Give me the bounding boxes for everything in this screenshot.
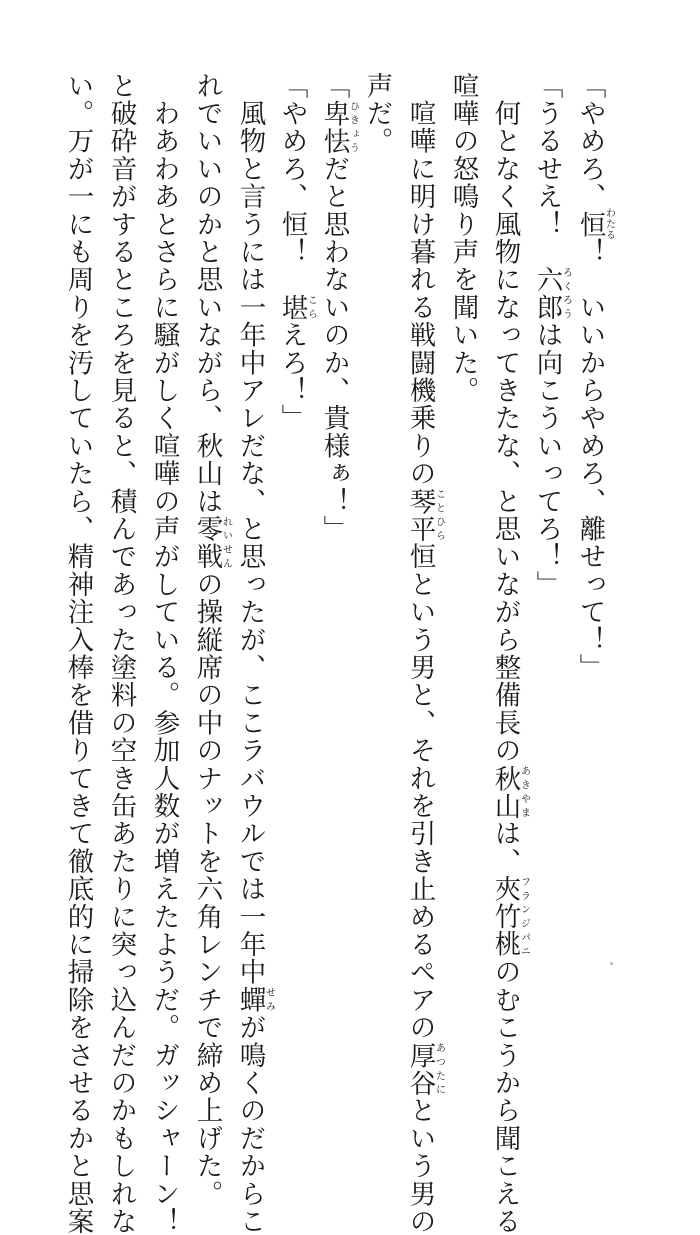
ruby-base: 厚谷 — [404, 1041, 436, 1097]
furigana: こら — [305, 293, 317, 322]
ruby-word — [489, 764, 530, 820]
text-segment: ！ いいからやめろ、離せって！」 — [574, 238, 606, 682]
furigana: れいせん — [220, 515, 232, 571]
furigana: フランジパニ — [518, 875, 530, 959]
text-line-3 — [491, 72, 529, 1235]
text-segment: の操縦席の中のナットを六角レンチで締め上げた。 — [191, 570, 223, 1208]
ruby-word — [276, 293, 317, 322]
text-line-11 — [148, 72, 180, 1235]
text-line-6 — [361, 72, 393, 156]
text-line-10 — [193, 72, 231, 1208]
text-segment: 喧嘩に明け暮れる戦闘機乗りの — [404, 72, 436, 488]
ruby-word — [489, 875, 530, 959]
text-segment: わあわあとさらに騒がしく喧嘩の声がしている。参加人数が増えたようだ。ガッシャーン！ — [148, 72, 180, 1235]
text-line-9 — [236, 72, 274, 1235]
ruby-base: 六郎 — [531, 265, 563, 322]
ruby-base: 夾竹桃 — [489, 875, 521, 959]
ruby-base: 秋山 — [489, 764, 521, 820]
text-line-13 — [62, 72, 94, 1235]
text-segment: れでいいのかと思いながら、秋山は — [191, 72, 223, 516]
furigana: あきやま — [518, 764, 530, 820]
furigana: ことひら — [433, 487, 445, 543]
furigana: せみ — [263, 986, 275, 1014]
ruby-word — [234, 986, 275, 1014]
text-segment: 「やめろ、恒！ — [276, 72, 308, 294]
ruby-word — [404, 487, 445, 543]
ruby-base: 琴平 — [404, 487, 436, 543]
ruby-base: 卑怯 — [318, 99, 350, 156]
text-segment: 喧嘩の怒鳴り声を聞いた。 — [447, 72, 479, 405]
text-segment: 「やめろ、 — [574, 72, 606, 211]
ruby-base: 零戦 — [191, 515, 223, 571]
text-line-8 — [278, 72, 316, 432]
furigana: ろくろう — [560, 265, 572, 322]
ruby-word — [574, 207, 615, 242]
text-line-2 — [533, 72, 571, 598]
text-segment: 「うるせえ！ — [531, 72, 563, 266]
text-line-1 — [576, 72, 614, 681]
ruby-base: 恒 — [574, 207, 606, 242]
text-segment: が鳴くのだからこ — [234, 1013, 266, 1235]
page-speck — [610, 962, 613, 965]
text-segment: 何となく風物になってきたな、と思いながら整備長の — [489, 72, 521, 765]
ruby-word — [531, 265, 572, 322]
text-segment: 恒という男と、それを引き止めるペアの — [404, 542, 436, 1042]
ruby-base: 堪 — [276, 293, 308, 322]
furigana: あつたに — [433, 1041, 445, 1097]
furigana: わたる — [603, 207, 615, 242]
text-segment: と破砕音がするところを見ると、積んであった塗料の空き缶あたりに突っ込んだのかもしれな — [105, 72, 137, 1235]
text-line-4 — [447, 72, 479, 405]
ruby-base: 蟬 — [234, 986, 266, 1014]
text-segment: のむこうから聞こえる — [489, 958, 521, 1235]
text-segment: えろ！」 — [276, 321, 308, 433]
ruby-word — [191, 515, 232, 571]
text-segment: 声だ。 — [361, 72, 393, 156]
text-segment: い。万が一にも周りを汚していたら、精神注入棒を借りてきて徹底的に掃除をさせるかと思案 — [62, 72, 94, 1235]
text-segment: だと思わないのか、貴様ぁ！」 — [318, 155, 350, 543]
text-line-12 — [105, 72, 137, 1235]
ruby-word — [318, 99, 359, 156]
text-segment: は、 — [489, 819, 521, 876]
text-line-5 — [406, 72, 444, 1235]
text-segment: という男の — [404, 1096, 436, 1235]
text-segment: 風物と言うには一年中アレだな、と思ったが、ここラバウルでは一年中 — [234, 72, 266, 987]
furigana: ひきょう — [347, 99, 359, 156]
text-line-7 — [320, 72, 358, 543]
text-segment: 「 — [318, 72, 350, 100]
text-segment: は向こういってろ！」 — [531, 321, 563, 599]
ruby-word — [404, 1041, 445, 1097]
